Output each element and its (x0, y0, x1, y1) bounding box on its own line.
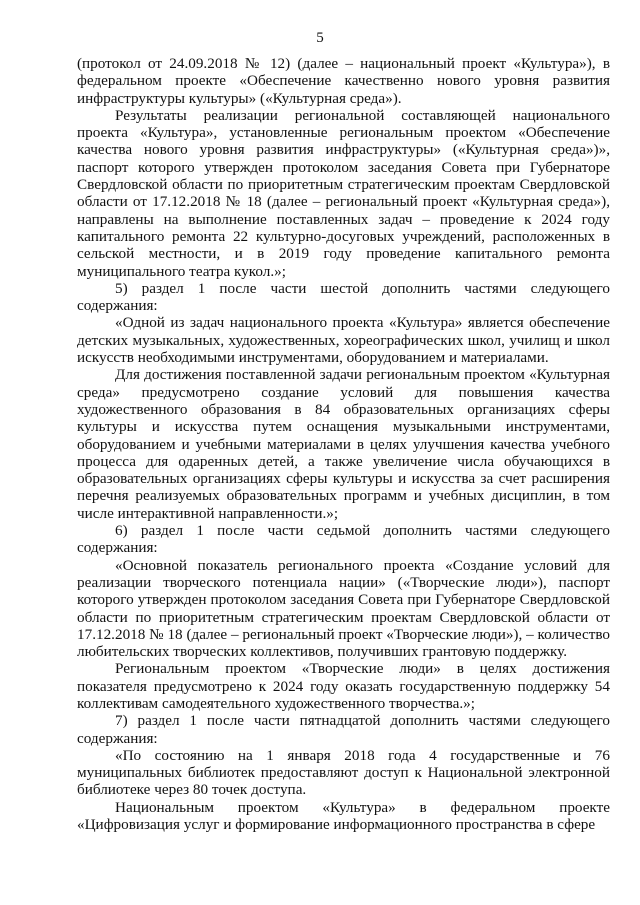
paragraph-1: (протокол от 24.09.2018 № 12) (далее – национальный проект «Культура»), в федеральном проекте «Обеспечение качественно нового уровня развития инфраструктуры культуры» («Культурная среда»). (77, 55, 610, 107)
document-body (77, 55, 610, 833)
paragraph-4: «Одной из задач национального проекта «Культура» является обеспечение детских музыкальных, художественных, хореографических школ, училищ и школ искусств необходимыми инструментами, оборудованием и материалами. (77, 314, 610, 367)
page-number: 5 (316, 30, 324, 46)
paragraph-7: «Основной показатель регионального проекта «Создание условий для реализации творческого потенциала нации» («Творческие люди»), паспорт которого утвержден протоколом заседания Совета при Губернаторе Свердловской области по приоритетным стратегическим проектам Свердловской области от 17.12.2018 № 18 (далее – региональный проект «Творческие люди»), – количество любительских творческих коллективов, получивших грантовую поддержку. (77, 556, 610, 661)
paragraph-9: 7) раздел 1 после части пятнадцатой дополнить частями следующего содержания: (77, 712, 610, 747)
paragraph-2: Результаты реализации региональной составляющей национального проекта «Культура», установленные региональным проектом «Обеспечение качества нового уровня развития инфраструктуры» («Культурная среда»)», паспорт которого утвержден протоколом заседания Совета при Губернаторе Свердловской области по приоритетным стратегическим проектам Свердловской области от 17.12.2018 № 18 (далее – региональный проект «Культурная среда»), направлены на выполнение поставленных задач – проведение к 2024 году капитального ремонта 22 культурно-досуговых учреждений, расположенных в сельской местности, и в 2019 году проведение капитального ремонта муниципального театра кукол.»; (77, 106, 610, 280)
paragraph-11: Национальным проектом «Культура» в федеральном проекте «Цифровизация услуг и формирование информационного пространства в сфере (77, 798, 610, 834)
paragraph-8: Региональным проектом «Творческие люди» в целях достижения показателя предусмотрено к 2024 году оказать государственную поддержку 54 коллективам самодеятельного художественного творчества.»; (77, 660, 610, 712)
paragraph-5: Для достижения поставленной задачи региональным проектом «Культурная среда» предусмотрено создание условий для повышения качества художественного образования в 84 образовательных организациях сферы культуры и искусства путем оснащения музыкальными инструментами, оборудованием и учебными материалами в целях улучшения качества учебного процесса для одаренных детей, а также увеличение числа обучающихся в образовательных организациях сферы культуры и искусства за счет расширения перечня реализуемых образовательных программ и учебных дисциплин, в том числе интерактивной направленности.»; (77, 366, 610, 522)
paragraph-3: 5) раздел 1 после части шестой дополнить частями следующего содержания: (77, 279, 610, 315)
paragraph-6: 6) раздел 1 после части седьмой дополнить частями следующего содержания: (77, 522, 610, 557)
paragraph-10: «По состоянию на 1 января 2018 года 4 государственные и 76 муниципальных библиотек предоставляют доступ к Национальной электронной библиотеке через 80 точек доступа. (77, 746, 610, 799)
